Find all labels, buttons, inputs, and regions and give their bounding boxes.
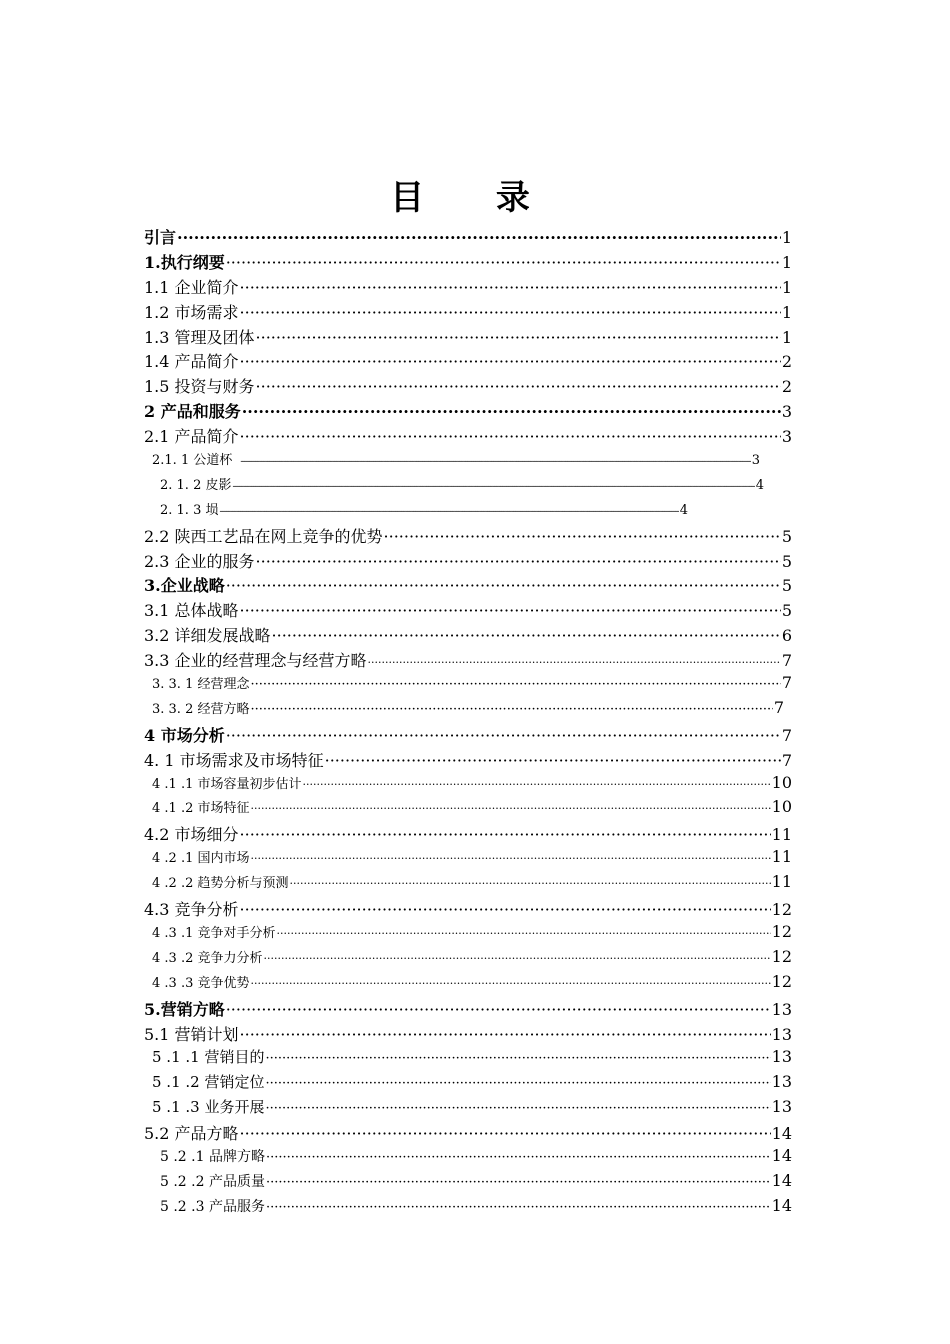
toc-entry[interactable]	[144, 723, 792, 748]
toc-entry-page: 11	[771, 825, 792, 845]
toc-entry[interactable]	[144, 598, 792, 623]
toc-entry-page: 1	[781, 252, 792, 272]
toc-entry[interactable]	[144, 424, 792, 449]
toc-entry-page: 13	[771, 1047, 792, 1067]
toc-dot-leader	[250, 702, 772, 717]
toc-entry[interactable]	[144, 573, 792, 598]
toc-entry-page: 4	[755, 477, 764, 493]
toc-dot-leader	[240, 303, 781, 322]
toc-entry[interactable]	[144, 499, 792, 524]
toc-dot-leader	[263, 951, 770, 966]
toc-entry[interactable]	[144, 1196, 792, 1221]
toc-entry-text: 引言	[144, 228, 177, 247]
table-of-contents	[144, 225, 792, 1221]
toc-dot-leader	[250, 677, 780, 692]
toc-entry-text: 3. 3. 2 经营方略	[152, 701, 250, 717]
toc-entry-text: 5.营销方略	[144, 999, 225, 1019]
toc-dot-leader	[240, 352, 781, 371]
toc-entry-text: 4 .1 .1 市场容量初步估计	[152, 776, 302, 792]
toc-entry-page: 14	[771, 1124, 792, 1144]
toc-entry-text: 2 产品和服务	[144, 402, 241, 422]
toc-entry-page: 2	[781, 377, 792, 397]
toc-entry-page: 13	[771, 1024, 792, 1044]
toc-entry[interactable]	[144, 1171, 792, 1196]
toc-entry-text: 4.2 市场细分	[144, 825, 239, 845]
toc-entry[interactable]	[144, 922, 792, 947]
toc-entry-text: 4 市场分析	[144, 725, 225, 745]
toc-dot-leader	[302, 777, 770, 792]
toc-entry-text: 1.1 企业简介	[144, 277, 239, 297]
toc-dot-leader	[226, 576, 781, 595]
toc-entry-page: 12	[771, 900, 792, 920]
toc-dot-leader	[240, 825, 771, 844]
toc-entry-page: 3	[781, 402, 792, 422]
toc-entry[interactable]	[144, 1146, 792, 1171]
toc-entry-text: 5 .1 .2 营销定位	[152, 1073, 265, 1092]
toc-entry[interactable]	[144, 275, 792, 300]
toc-entry-text: 1.3 管理及团体	[144, 327, 255, 347]
toc-entry[interactable]	[144, 474, 792, 499]
toc-entry-text: 5 .2 .3 产品服务	[160, 1198, 265, 1215]
toc-dot-leader	[242, 402, 781, 421]
toc-entry-text: 1.5 投资与财务	[144, 377, 255, 397]
toc-entry-page: 7	[773, 697, 784, 717]
toc-dot-leader	[177, 228, 781, 247]
toc-entry-page: 10	[771, 797, 792, 817]
toc-entry-page: 14	[771, 1145, 792, 1165]
toc-entry-text: 4 .2 .2 趋势分析与预测	[152, 876, 289, 892]
toc-entry-page: 5	[781, 601, 792, 621]
toc-dot-leader	[226, 1000, 771, 1019]
toc-entry-page: 3	[781, 427, 792, 447]
toc-entry-page: 1	[781, 327, 792, 347]
toc-entry[interactable]	[144, 773, 792, 798]
toc-entry[interactable]	[144, 872, 792, 897]
toc-entry[interactable]	[144, 524, 792, 549]
toc-entry[interactable]	[144, 648, 792, 673]
toc-dot-leader	[226, 253, 781, 272]
toc-dash-leader	[219, 503, 678, 518]
toc-entry-text: 1.执行纲要	[144, 252, 225, 272]
toc-entry[interactable]	[144, 698, 792, 723]
toc-entry-page: 1	[781, 302, 792, 322]
toc-entry-page: 6	[781, 626, 792, 646]
toc-dot-leader	[289, 876, 770, 891]
toc-dot-leader	[266, 1175, 771, 1190]
page-title: 目 录	[390, 178, 560, 218]
toc-entry-page: 1	[781, 228, 792, 247]
toc-entry-text: 1.4 产品简介	[144, 352, 239, 372]
toc-dot-leader	[240, 1124, 771, 1143]
toc-entry-page: 5	[781, 526, 792, 546]
toc-dot-leader	[325, 751, 781, 770]
toc-dot-leader	[250, 851, 770, 866]
toc-dot-leader	[250, 801, 770, 816]
toc-entry[interactable]	[144, 847, 792, 872]
toc-dot-leader	[250, 976, 770, 991]
toc-entry-page: 1	[781, 277, 792, 297]
toc-entry-text: 5 .1 .3 业务开展	[152, 1098, 265, 1117]
toc-dot-leader	[240, 427, 781, 446]
toc-entry[interactable]	[144, 822, 792, 847]
toc-entry-text: 3.企业战略	[144, 576, 225, 596]
toc-entry[interactable]	[144, 1121, 792, 1146]
toc-entry-text: 2. 1. 3 埙	[160, 502, 219, 518]
toc-entry-text: 2.1. 1 公道杯	[152, 453, 233, 469]
toc-entry[interactable]	[144, 250, 792, 275]
toc-entry-page: 7	[781, 725, 792, 745]
toc-entry-text: 4 .3 .1 竞争对手分析	[152, 925, 276, 941]
toc-entry[interactable]	[144, 623, 792, 648]
toc-entry-text: 4 .1 .2 市场特征	[152, 801, 250, 817]
toc-entry[interactable]	[144, 374, 792, 399]
toc-dot-leader	[240, 601, 781, 620]
toc-dot-leader	[265, 1076, 770, 1091]
toc-entry-text: 5 .1 .1 营销目的	[152, 1048, 265, 1067]
toc-entry[interactable]	[144, 673, 792, 698]
toc-entry[interactable]	[144, 1022, 792, 1047]
toc-entry[interactable]	[144, 399, 792, 424]
toc-entry-text: 2.2 陕西工艺品在网上竞争的优势	[144, 526, 383, 546]
toc-dot-leader	[240, 278, 781, 297]
toc-entry[interactable]	[144, 1046, 792, 1071]
toc-entry-text: 5.1 营销计划	[144, 1024, 239, 1044]
toc-dot-leader	[272, 626, 781, 645]
toc-entry-page: 14	[771, 1170, 792, 1190]
toc-dot-leader	[266, 1150, 771, 1165]
toc-dash-leader	[232, 478, 754, 493]
toc-entry-text: 4 .2 .1 国内市场	[152, 851, 250, 867]
toc-entry-text: 4.3 竞争分析	[144, 900, 239, 920]
toc-entry[interactable]	[144, 225, 792, 250]
toc-dot-leader	[240, 900, 771, 919]
toc-entry-text: 5 .2 .2 产品质量	[160, 1173, 265, 1190]
toc-entry-page: 10	[771, 772, 792, 792]
toc-entry[interactable]	[144, 549, 792, 574]
toc-dash-leader	[240, 453, 750, 468]
toc-entry-page: 11	[771, 847, 792, 867]
toc-entry-page: 3	[751, 453, 760, 469]
toc-entry[interactable]	[144, 748, 792, 773]
toc-entry-page: 14	[771, 1195, 792, 1215]
toc-entry-text: 2.1 产品简介	[144, 427, 239, 447]
toc-entry-page: 7	[781, 651, 792, 671]
toc-entry-text: 2. 1. 2 皮影	[160, 477, 232, 493]
toc-dot-leader	[276, 926, 770, 941]
toc-entry-text: 4 .3 .3 竞争优势	[152, 975, 250, 991]
toc-entry-text: 5 .2 .1 品牌方略	[160, 1148, 265, 1165]
toc-entry-page: 5	[781, 551, 792, 571]
toc-dot-leader	[265, 1051, 770, 1066]
toc-entry[interactable]	[144, 997, 792, 1022]
toc-entry-text: 3. 3. 1 经营理念	[152, 677, 250, 693]
toc-entry[interactable]	[144, 797, 792, 822]
toc-dot-leader	[240, 1025, 771, 1044]
toc-dot-leader	[256, 328, 781, 347]
toc-entry-page: 13	[771, 999, 792, 1019]
toc-entry-page: 12	[771, 946, 792, 966]
toc-entry-text: 4 .3 .2 竞争力分析	[152, 950, 263, 966]
toc-entry[interactable]	[144, 972, 792, 997]
toc-dot-leader	[266, 1200, 771, 1215]
toc-entry-page: 12	[771, 971, 792, 991]
toc-dot-leader	[368, 651, 781, 670]
toc-entry[interactable]	[144, 449, 792, 474]
toc-entry-text: 1.2 市场需求	[144, 302, 239, 322]
toc-entry-page: 7	[781, 750, 792, 770]
toc-dot-leader	[256, 552, 781, 571]
toc-entry-page: 4	[679, 502, 688, 518]
toc-entry-text: 3.1 总体战略	[144, 601, 239, 621]
toc-entry-text: 3.2 详细发展战略	[144, 626, 271, 646]
toc-dot-leader	[384, 527, 781, 546]
toc-entry[interactable]	[144, 349, 792, 374]
toc-dot-leader	[226, 726, 781, 745]
toc-entry-text: 2.3 企业的服务	[144, 551, 255, 571]
toc-entry-page: 13	[771, 1072, 792, 1092]
toc-entry-page: 12	[771, 921, 792, 941]
toc-entry[interactable]	[144, 325, 792, 350]
toc-entry-page: 7	[781, 673, 792, 693]
toc-entry-text: 4. 1 市场需求及市场特征	[144, 750, 324, 770]
toc-entry[interactable]	[144, 897, 792, 922]
toc-entry-page: 5	[781, 576, 792, 596]
toc-entry-text: 5.2 产品方略	[144, 1124, 239, 1144]
toc-entry[interactable]	[144, 300, 792, 325]
toc-entry[interactable]	[144, 1096, 792, 1121]
toc-entry[interactable]	[144, 947, 792, 972]
toc-entry-page: 11	[771, 872, 792, 892]
toc-dot-leader	[265, 1101, 770, 1116]
toc-dot-leader	[256, 377, 781, 396]
toc-entry-page: 13	[771, 1097, 792, 1117]
toc-entry[interactable]	[144, 1071, 792, 1096]
toc-entry-page: 2	[781, 352, 792, 372]
toc-entry-text: 3.3 企业的经营理念与经营方略	[144, 651, 367, 671]
